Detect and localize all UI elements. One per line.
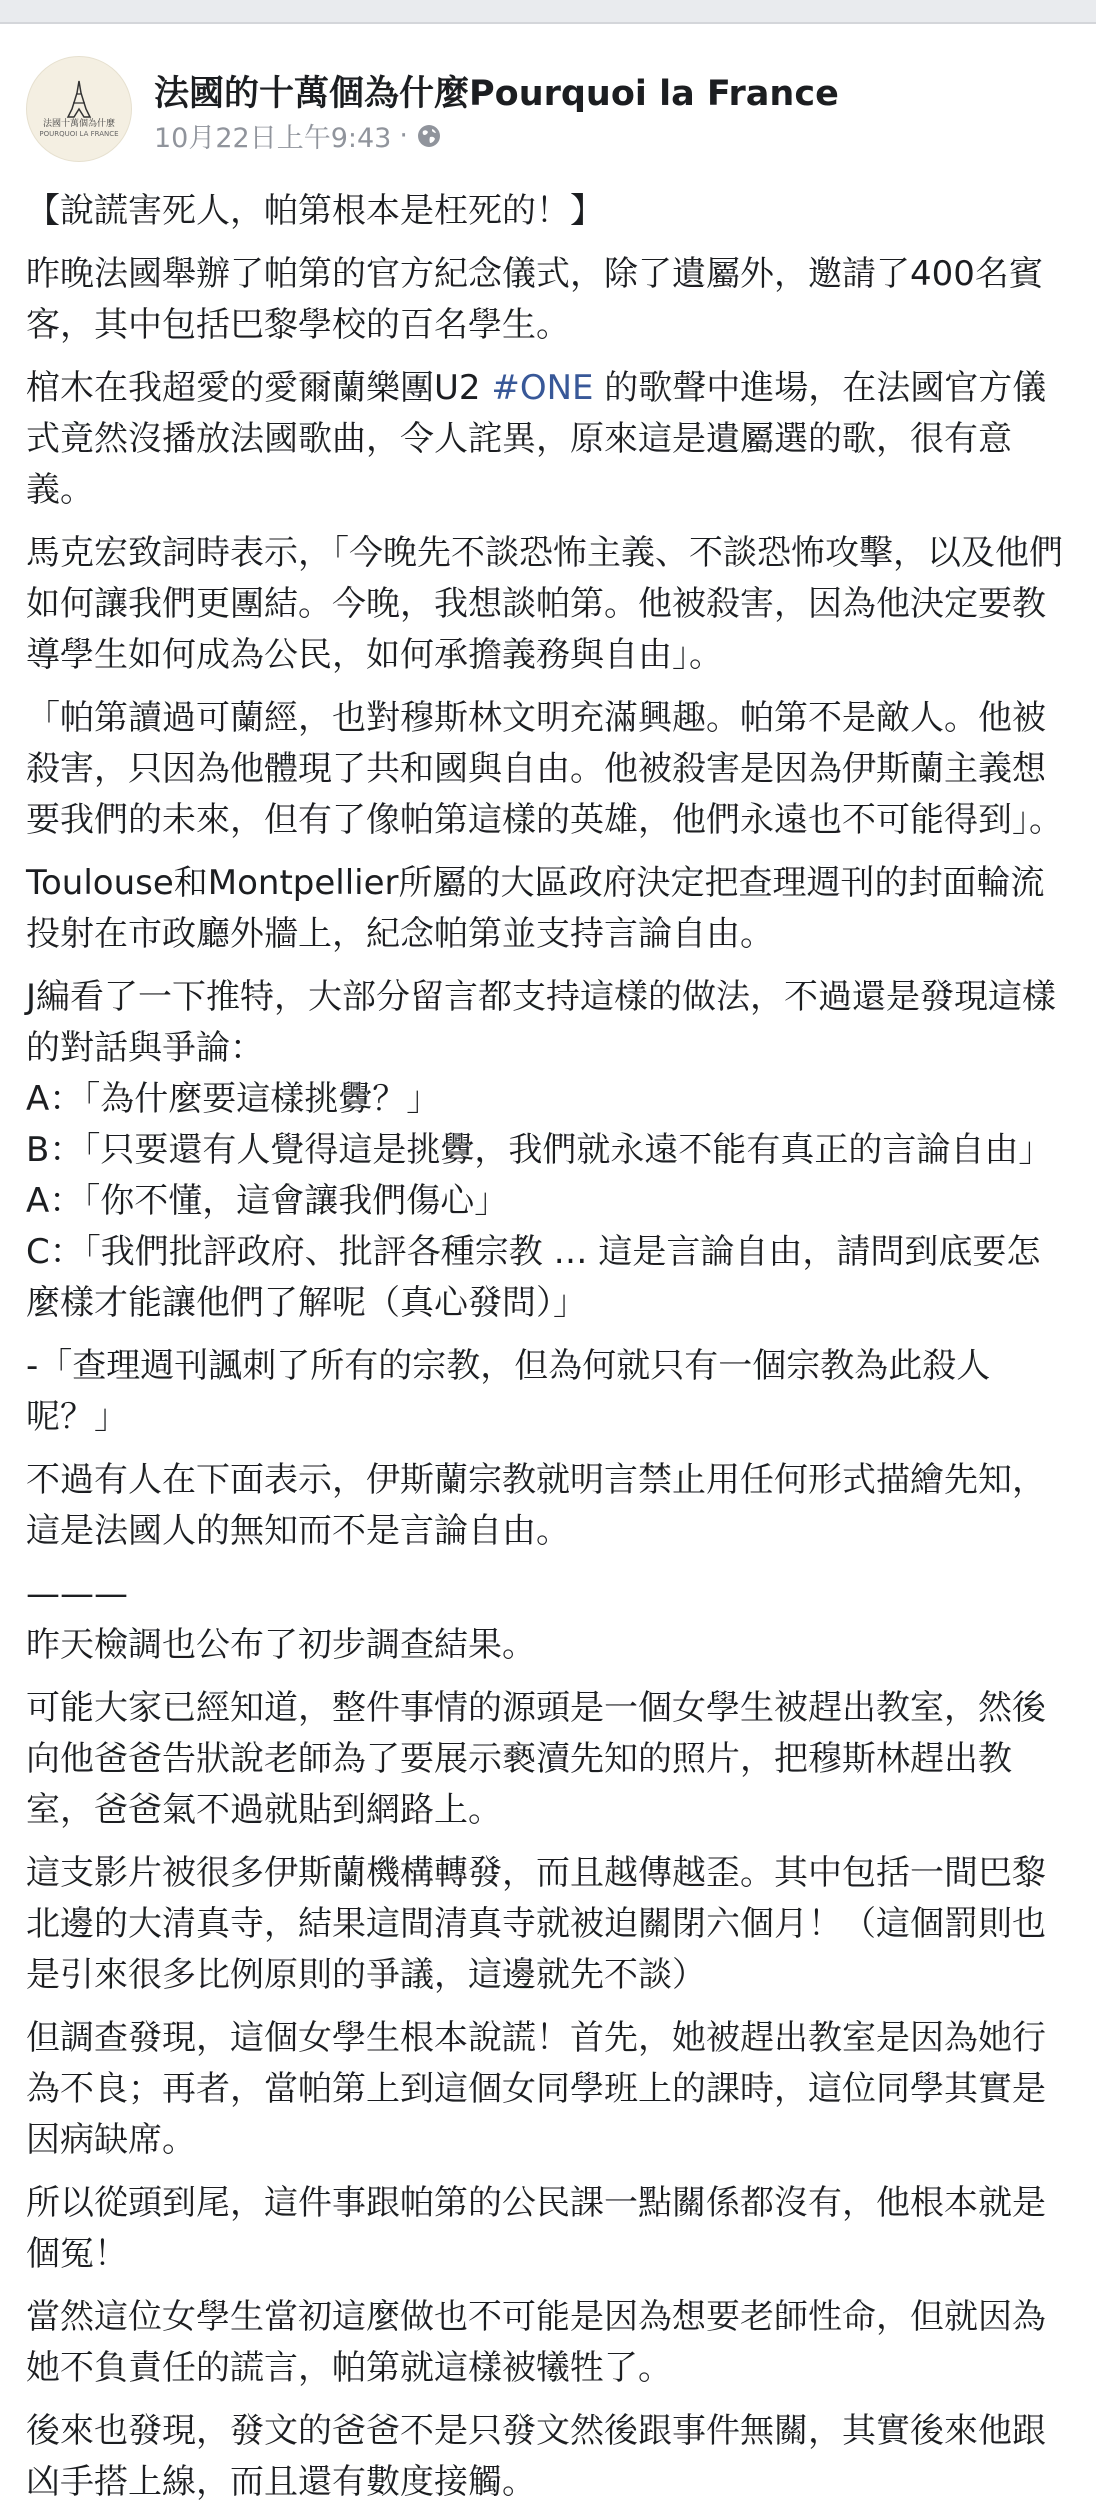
logo-text: 法國十萬個為什麼 <box>42 119 115 129</box>
top-bar <box>0 0 1096 24</box>
paragraph-1: 昨晚法國舉辦了帕第的官方紀念儀式，除了遺屬外，邀請了400名賓客，其中包括巴黎學校的百名學生。 <box>26 254 1043 345</box>
hashtag-link[interactable]: #ONE <box>491 368 594 408</box>
paragraph-15: 後來也發現，發文的爸爸不是只發文然後跟事件無關，其實後來他跟凶手搭上線，而且還有數度接觸。 <box>26 2411 1046 2502</box>
page-name-link[interactable]: 法國的十萬個為什麼Pourquoi la France <box>154 74 839 114</box>
post-timestamp[interactable]: 10月22日上午9:43 <box>154 123 392 154</box>
page-avatar[interactable] <box>26 56 132 162</box>
paragraph-13: 所以從頭到尾，這件事跟帕第的公民課一點關係都沒有，他根本就是個冤！ <box>26 2183 1046 2274</box>
paragraph-11: 這支影片被很多伊斯蘭機構轉發，而且越傳越歪。其中包括一間巴黎北邊的大清真寺，結果這間清真寺就被迫關閉六個月！（這個罰則也是引來很多比例原則的爭議，這邊就先不談） <box>26 1853 1046 1995</box>
paragraph-12: 但調查發現，這個女學生根本說謊！首先，她被趕出教室是因為她行為不良；再者，當帕第上到這個女同學班上的課時，這位同學其實是因病缺席。 <box>26 2018 1046 2160</box>
meta-separator: · <box>399 120 408 151</box>
globe-icon <box>416 123 442 149</box>
paragraph-9: ——— 昨天檢調也公布了初步調查結果。 <box>26 1574 536 1665</box>
post-header <box>26 56 1070 156</box>
post-meta <box>154 116 442 155</box>
paragraph-2-text-a: 棺木在我超愛的愛爾蘭樂團U2 <box>26 368 492 408</box>
paragraph-5: Toulouse和Montpellier所屬的大區政府決定把查理週刊的封面輪流投射在市政廳外牆上，紀念帕第並支持言論自由。 <box>26 863 1045 954</box>
paragraph-4: 「帕第讀過可蘭經，也對穆斯林文明充滿興趣。帕第不是敵人。他被殺害，只因為他體現了共和國與自由。他被殺害是因為伊斯蘭主義想要我們的未來，但有了像帕第這樣的英雄，他們永遠也不可能得到」。 <box>26 698 1063 840</box>
eiffel-tower-icon <box>64 79 94 119</box>
paragraph-2-text-b: 的歌聲中進場，在法國官方儀式竟然沒播放法國歌曲，令人詫異，原來這是遺屬選的歌，很有意義。 <box>26 368 1047 510</box>
paragraph-10: 可能大家已經知道，整件事情的源頭是一個女學生被趕出教室，然後向他爸爸告狀說老師為了要展示褻瀆先知的照片，把穆斯林趕出教室，爸爸氣不過就貼到網路上。 <box>26 1688 1046 1830</box>
paragraph-8: 不過有人在下面表示，伊斯蘭宗教就明言禁止用任何形式描繪先知，這是法國人的無知而不是言論自由。 <box>26 1460 1046 1551</box>
post-title: 【說謊害死人，帕第根本是枉死的！】 <box>26 191 604 231</box>
paragraph-6: J編看了一下推特，大部分留言都支持這樣的做法，不過還是發現這樣的對話與爭論： A：「為什麼要這樣挑釁？」 B：「只要還有人覺得這是挑釁，我們就永遠不能有真正的言論自由」 A：「你不懂，這會讓我們傷心」 C：「我們批評政府、批評各種宗教 … 這是言論自由，請問到底要怎麼樣才能讓他們了解呢（真心發問）」 <box>26 977 1057 1323</box>
paragraph-2 <box>26 363 1070 516</box>
paragraph-3: 馬克宏致詞時表示，「今晚先不談恐怖主義、不談恐怖攻擊，以及他們如何讓我們更團結。今晚，我想談帕第。他被殺害，因為他決定要教導學生如何成為公民，如何承擔義務與自由」。 <box>26 533 1063 675</box>
logo-subtext: POURQUOI LA FRANCE <box>39 130 119 138</box>
paragraph-14: 當然這位女學生當初這麼做也不可能是因為想要老師性命，但就因為她不負責任的謊言，帕第就這樣被犧牲了。 <box>26 2297 1046 2388</box>
post-body <box>26 186 1070 2520</box>
paragraph-7: -「查理週刊諷刺了所有的宗教，但為何就只有一個宗教為此殺人呢？」 <box>26 1346 991 1437</box>
